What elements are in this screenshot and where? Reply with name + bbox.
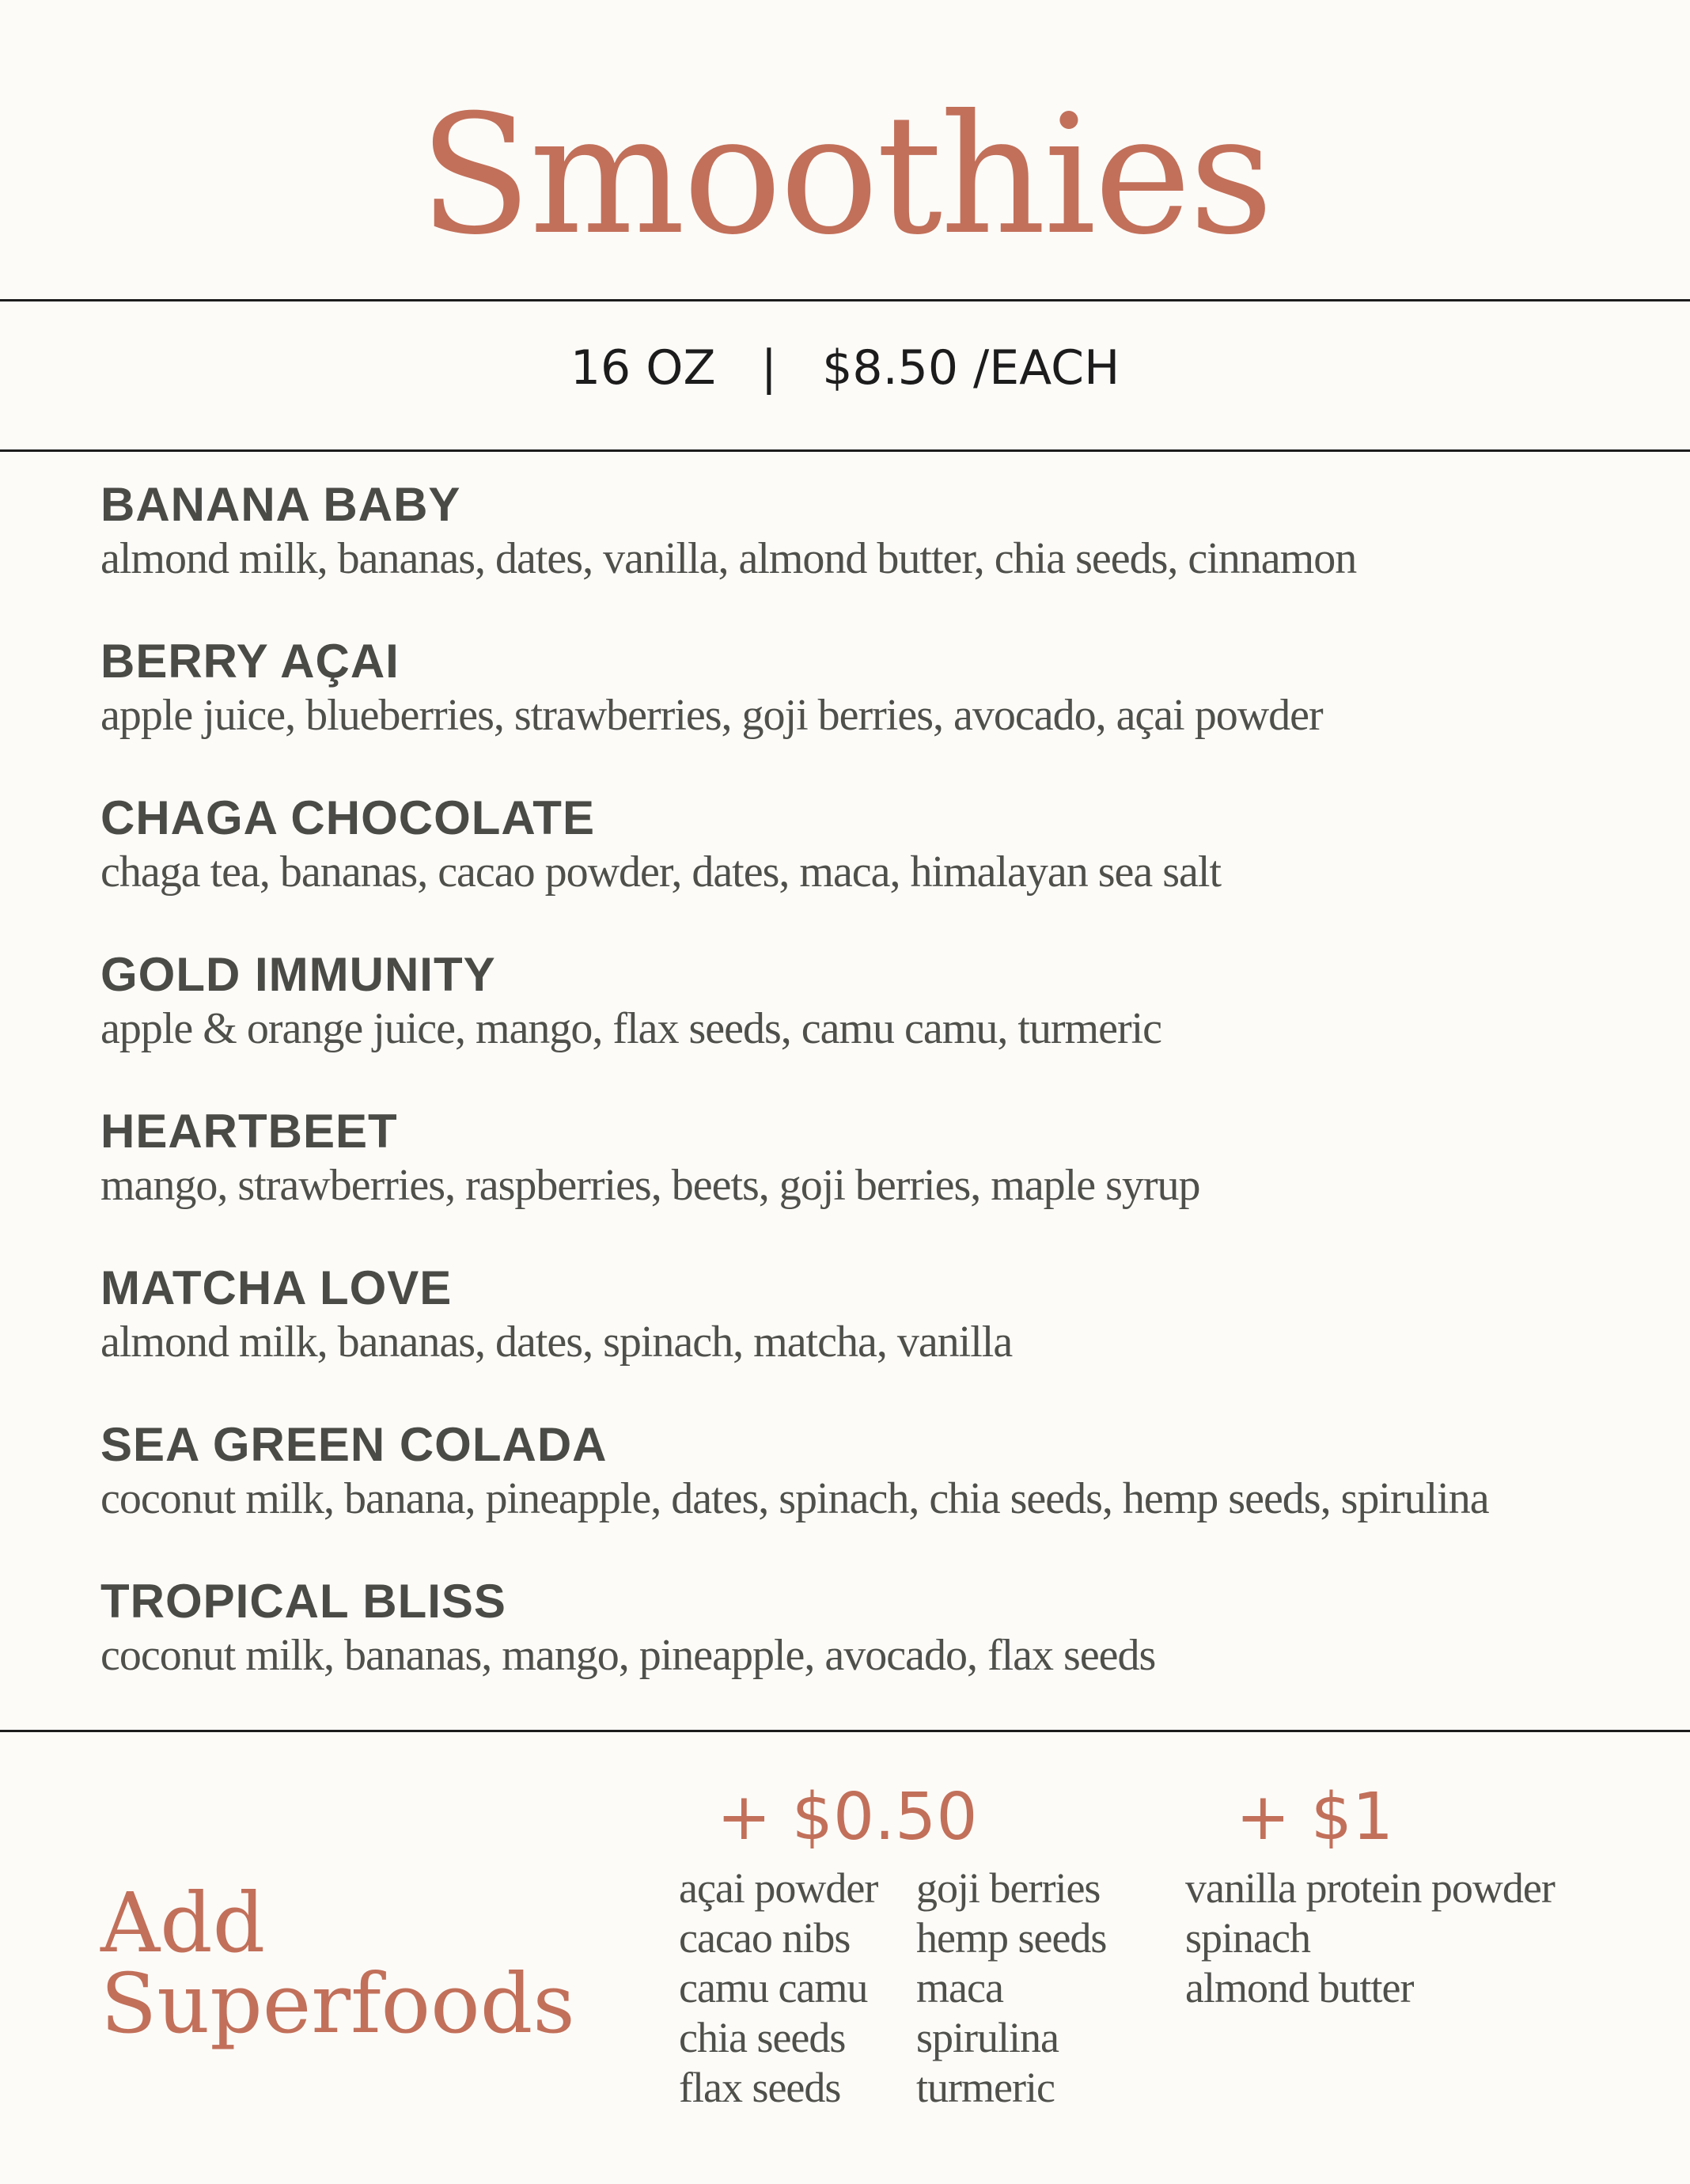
item-ingredients: apple juice, blueberries, strawberries, goji berries, avocado, açai powder [100,691,1323,740]
menu-item [100,1261,1489,1421]
addons-heading [100,1875,575,2052]
price-label: $8.50 /EACH [822,340,1120,396]
addon-item: chia seeds [679,2014,846,2061]
pricing-separator: | [760,340,777,396]
smoothie-list [100,478,1489,1735]
addon-item: açai powder [679,1864,878,1912]
item-ingredients: coconut milk, bananas, mango, pineapple, avocado, flax seeds [100,1631,1156,1680]
item-name: MATCHA LOVE [100,1261,453,1314]
item-ingredients: mango, strawberries, raspberries, beets, goji berries, maple syrup [100,1161,1200,1210]
item-ingredients: almond milk, bananas, dates, spinach, matcha, vanilla [100,1318,1013,1367]
addons-heading-line2: Superfoods [100,1955,575,2052]
addon-tier2-list [1185,1864,1555,2013]
addon-tier1-list-col2 [916,1864,1106,2113]
addon-item: hemp seeds [916,1914,1107,1962]
menu-item [100,478,1489,638]
addon-item: cacao nibs [679,1914,851,1962]
item-name: BERRY AÇAI [100,635,400,688]
addon-tier1-price: + $0.50 [717,1780,978,1855]
addon-item: vanilla protein powder [1185,1864,1555,1912]
divider-middle [0,449,1690,452]
item-name: HEARTBEET [100,1105,398,1158]
item-name: BANANA BABY [100,478,461,531]
divider-top [0,299,1690,301]
item-ingredients: apple & orange juice, mango, flax seeds, camu camu, turmeric [100,1004,1162,1053]
addon-item: maca [916,1964,1003,2011]
size-label: 16 OZ [570,340,716,396]
addon-item: almond butter [1185,1964,1414,2011]
addon-item: spirulina [916,2014,1059,2061]
menu-item [100,948,1489,1108]
addon-item: spinach [1185,1914,1310,1962]
menu-item [100,1105,1489,1265]
addon-item: flax seeds [679,2064,841,2111]
item-ingredients: almond milk, bananas, dates, vanilla, almond butter, chia seeds, cinnamon [100,534,1357,583]
item-name: CHAGA CHOCOLATE [100,791,595,844]
menu-item [100,791,1489,951]
addon-item: goji berries [916,1864,1101,1912]
addons-heading-line1: Add [100,1875,266,1971]
item-ingredients: coconut milk, banana, pineapple, dates, spinach, chia seeds, hemp seeds, spirulina [100,1474,1489,1523]
addon-item: turmeric [916,2064,1055,2111]
menu-item [100,1575,1489,1735]
item-name: TROPICAL BLISS [100,1575,506,1628]
item-name: SEA GREEN COLADA [100,1418,608,1471]
menu-item [100,635,1489,794]
menu-title: Smoothies [419,80,1271,271]
pricing-bar [0,340,1690,396]
addon-item: camu camu [679,1964,868,2011]
item-name: GOLD IMMUNITY [100,948,496,1001]
menu-item [100,1418,1489,1578]
addon-tier2-price: + $1 [1236,1780,1394,1855]
item-ingredients: chaga tea, bananas, cacao powder, dates, maca, himalayan sea salt [100,847,1222,897]
divider-bottom [0,1730,1690,1732]
addon-tier1-list-col1 [679,1864,877,2113]
